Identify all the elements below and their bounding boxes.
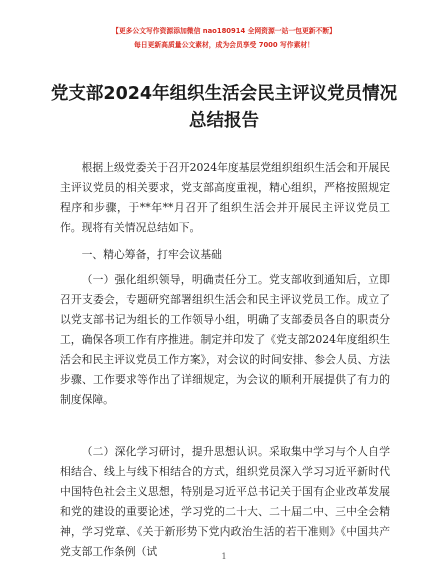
body-paragraph-1: （一）强化组织领导，明确责任分工。党支部收到通知后，立即召开支委会，专题研究部署组织生活会和民主评议党员工作。成立了以党支部书记为组长的工作领导小组，明确了支部委员各自的职责分工，确保各项工作有序推进。制定并印发了《党支部2024年度组织生活会和民主评议党员工作方案》，对会议的时间安排、参会人员、方法步骤、工作要求等作出了详细规定，为会议的顺利开展提供了有力的制度保障。 [60, 273, 390, 406]
intro-paragraph: 根据上级党委关于召开2024年度基层党组织组织生活会和开展民主评议党员的相关要求，党支部高度重视，精心组织，严格按照规定程序和步骤，于**年**月召开了组织生活会并开展民主评议党员工作。现将有关情况总结如下。 [60, 161, 390, 234]
page-number: 1 [221, 552, 227, 561]
body-paragraph-2: （二）深化学习研讨，提升思想认识。采取集中学习与个人自学相结合、线上与线下相结合的方式，组织党员深入学习习近平新时代中国特色社会主义思想，特别是习近平总书记关于国有企业改革发展和党的建设的重要论述，学习党的二十大、二十届二中、三中全会精神，学习党章、《关于新形势下党内政治生活的若干准则》《中国共产党支部工作条例（试 [60, 445, 390, 558]
document-title: 党支部2024年组织生活会民主评议党员情况总结报告 [50, 84, 398, 131]
promo-banner-line-2: 每日更新高质量公文素材，成为会员享受 7000 写作素材！ [134, 41, 314, 49]
promo-banner-line-1: 【更多公文写作资源添加微信 nao180914 全网资源一站一包更新不断】 [112, 27, 336, 35]
section-heading-1: 一、精心筹备，打牢会议基础 [81, 248, 222, 261]
